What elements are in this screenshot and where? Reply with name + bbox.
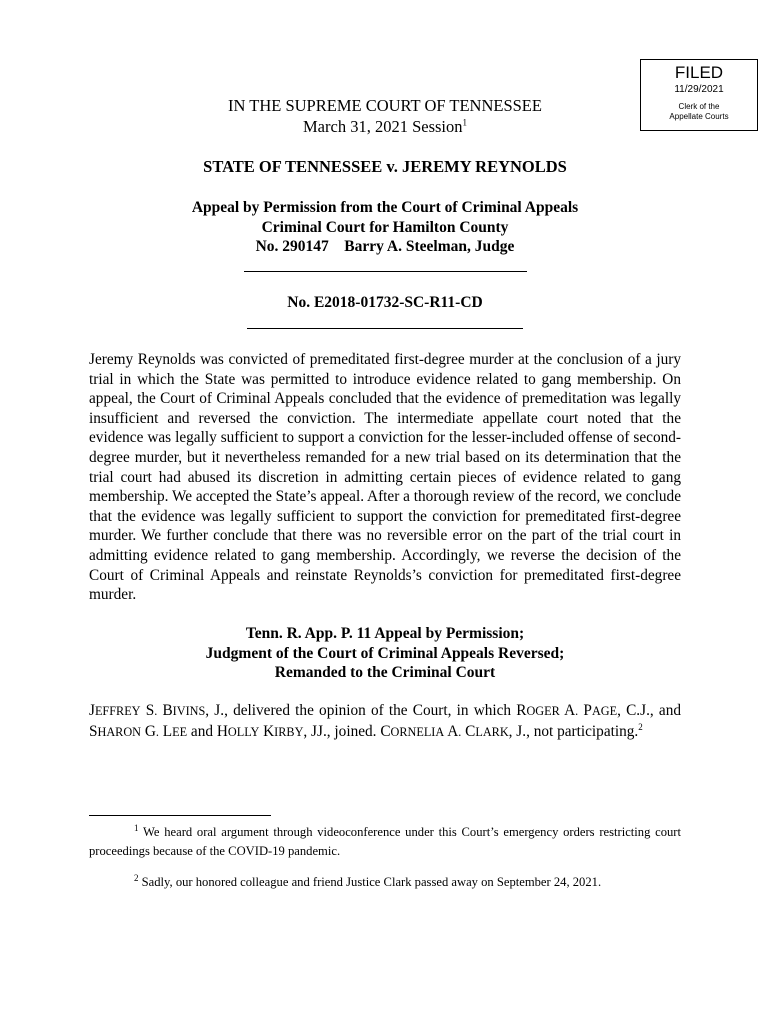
footnote-ref-1: 1: [462, 117, 467, 128]
appeal-line-3: No. 290147 Barry A. Steelman, Judge: [255, 238, 515, 255]
footnote-1: [89, 823, 681, 860]
authorship-text: JEFFREY S. BIVINS, J., delivered the opinion of the Court, in which ROGER A. PAGE, C.J., and SHARON G. LEE and HOLLY KIRBY, JJ., joined. CORNELIA A. CLARK, J., not participating.: [89, 702, 681, 740]
session-text: March 31, 2021 Session: [303, 117, 463, 136]
authorship-paragraph: [89, 701, 681, 742]
footnote-1-text: We heard oral argument through videoconference under this Court’s emergency orders restricting court proceedings because of the COVID-19 pandemic.: [89, 825, 681, 858]
stamp-courts-line: Appellate Courts: [669, 112, 729, 121]
disposition-line-2: Judgment of the Court of Criminal Appeals Reversed;: [205, 644, 565, 662]
disposition-line-3: Remanded to the Criminal Court: [274, 664, 496, 682]
appeal-info: [0, 198, 770, 257]
disposition-line-1: Tenn. R. App. P. 11 Appeal by Permission;: [245, 625, 525, 642]
stamp-date: 11/29/2021: [674, 84, 724, 95]
footnote-2: [89, 873, 681, 892]
footnote-2-text: Sadly, our honored colleague and friend Justice Clark passed away on September 24, 2021.: [141, 875, 602, 889]
disposition: [0, 624, 770, 683]
stamp-title: FILED: [674, 63, 724, 82]
divider-rule: [247, 328, 523, 329]
case-caption: STATE OF TENNESSEE v. JEREMY REYNOLDS: [203, 157, 567, 176]
divider-rule: [244, 271, 527, 272]
court-name: IN THE SUPREME COURT OF TENNESSEE: [228, 96, 542, 115]
stamp-clerk-line: Clerk of the: [678, 102, 720, 111]
appeal-line-1: Appeal by Permission from the Court of Criminal Appeals: [191, 199, 579, 216]
footnote-2-number: 2: [134, 872, 139, 883]
session-date: [0, 117, 770, 137]
docket-number: No. E2018-01732-SC-R11-CD: [287, 294, 483, 311]
footnote-separator: [89, 815, 271, 816]
appeal-line-2: Criminal Court for Hamilton County: [261, 218, 509, 236]
case-summary: Jeremy Reynolds was convicted of premeditated first-degree murder at the conclusion of a jury trial in which the State was permitted to introduce evidence related to gang membership. On appeal, the Court of Criminal Appeals concluded that the evidence of premeditation was legally insufficient and reversed the conviction. The intermediate appellate court noted that the evidence was legally sufficient to support a conviction for the lesser-included offense of second-degree murder, but it nevertheless remanded for a new trial based on its determination that the trial court had abused its discretion in admitting certain pieces of evidence related to gang membership. We accepted the State’s appeal. After a thorough review of the record, we conclude that the evidence was legally sufficient to support the conviction for premeditated first-degree murder. We further conclude that there was no reversible error on the part of the trial court in admitting evidence related to gang membership. Accordingly, we reverse the decision of the Court of Criminal Appeals and reinstate Reynolds’s conviction for premeditated first-degree murder.: [89, 351, 681, 604]
footnote-ref-2: 2: [638, 721, 643, 732]
footnote-1-number: 1: [134, 822, 139, 833]
